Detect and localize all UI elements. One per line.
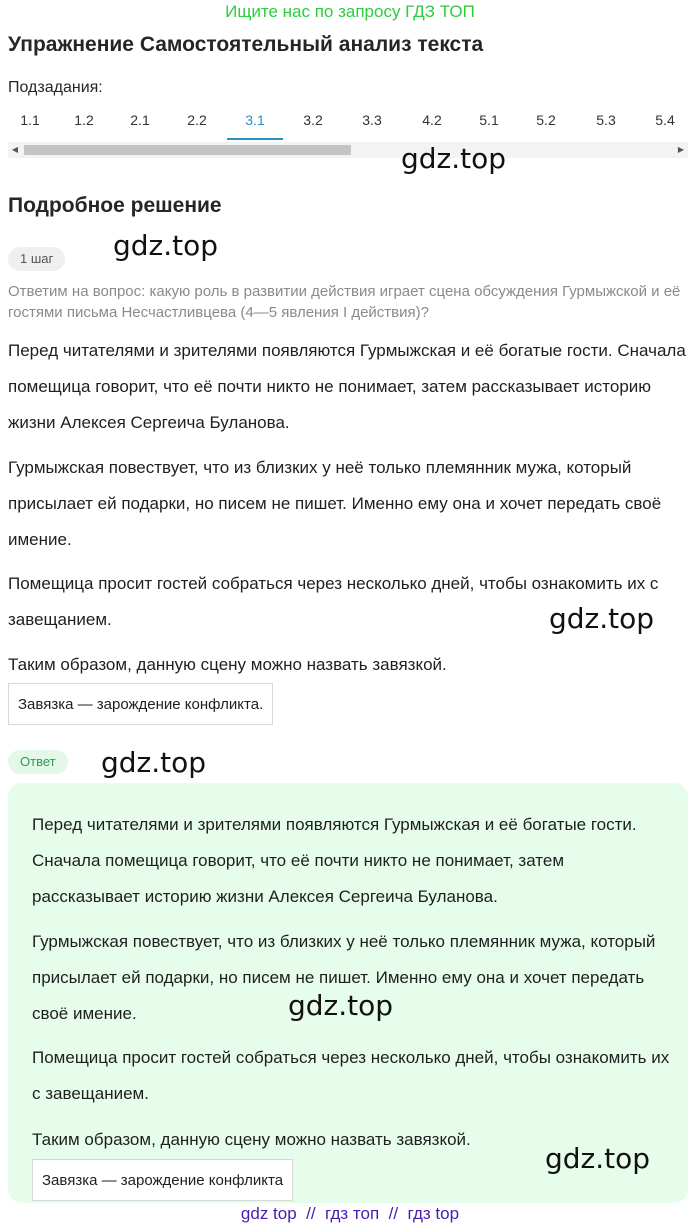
watermark: gdz.top	[288, 989, 394, 1022]
tab-1-1[interactable]: 1.1	[20, 112, 40, 128]
tab-3-2[interactable]: 3.2	[303, 112, 323, 128]
watermark: gdz.top	[549, 602, 655, 635]
tab-2-2[interactable]: 2.2	[187, 112, 207, 128]
answer-paragraph: Таким образом, данную сцену можно назвать завязкой.	[32, 1130, 471, 1149]
footer-separator: //	[306, 1204, 316, 1223]
scroll-thumb[interactable]	[24, 145, 351, 155]
solution-title: Подробное решение	[8, 194, 222, 217]
footer-link-gdz-top-ru[interactable]: гдз топ	[325, 1204, 380, 1223]
tabs-scrollbar[interactable]	[8, 142, 688, 158]
answer-paragraph: Помещица просит гостей собраться через несколько дней, чтобы ознакомить их с завещанием.	[32, 1048, 670, 1103]
answer-conclusion-box: Завязка — зарождение конфликта	[32, 1159, 293, 1201]
footer-link-gdz-top-mixed[interactable]: гдз top	[407, 1204, 460, 1223]
watermark: gdz.top	[101, 746, 207, 779]
watermark: gdz.top	[113, 229, 219, 262]
subtasks-label: Подзадания:	[8, 79, 103, 96]
footer-links	[0, 1204, 700, 1224]
tab-1-2[interactable]: 1.2	[74, 112, 94, 128]
subtask-tabs	[0, 108, 700, 142]
scroll-right-arrow-icon[interactable]: ▶	[677, 145, 685, 154]
tab-2-1[interactable]: 2.1	[130, 112, 150, 128]
tab-3-3[interactable]: 3.3	[362, 112, 382, 128]
solution-paragraph: Гурмыжская повествует, что из близких у неё только племянник мужа, который присылает ей подарки, но писем не пишет. Именно ему она и хочет передать своё имение.	[8, 458, 662, 549]
scroll-left-arrow-icon[interactable]: ◀	[11, 145, 19, 154]
footer-separator: //	[388, 1204, 399, 1223]
solution-paragraph: Таким образом, данную сцену можно назвать завязкой.	[8, 655, 447, 674]
solution-paragraph: Перед читателями и зрителями появляются Гурмыжская и её богатые гости. Сначала помещица говорит, что её почти никто не понимает, затем рассказывает историю жизни Алексея Сергеича Буланова.	[8, 341, 686, 432]
question-text: Ответим на вопрос: какую роль в развитии действия играет сцена обсуждения Гурмыжской и её гостями письма Несчастливцева (4—5 явления I действия)?	[8, 283, 681, 321]
tab-5-3[interactable]: 5.3	[596, 112, 616, 128]
tab-5-2[interactable]: 5.2	[536, 112, 556, 128]
tab-4-2[interactable]: 4.2	[422, 112, 442, 128]
step-badge: 1 шаг	[8, 247, 65, 271]
footer-link-gdz-top[interactable]: gdz top	[240, 1204, 297, 1223]
answer-badge: Ответ	[8, 750, 68, 774]
answer-paragraph: Гурмыжская повествует, что из близких у неё только племянник мужа, который присылает ей подарки, но писем не пишет. Именно ему она и хочет передать своё имение.	[32, 932, 656, 1023]
conclusion-box: Завязка — зарождение конфликта.	[8, 683, 273, 725]
solution-paragraph: Помещица просит гостей собраться через несколько дней, чтобы ознакомить их с завещанием.	[8, 574, 659, 629]
top-banner[interactable]: Ищите нас по запросу ГДЗ ТОП	[225, 2, 475, 21]
tab-3-1[interactable]: 3.1	[227, 108, 283, 140]
watermark: gdz.top	[545, 1142, 651, 1175]
tab-5-4[interactable]: 5.4	[655, 112, 675, 128]
watermark: gdz.top	[401, 142, 507, 175]
answer-paragraph: Перед читателями и зрителями появляются Гурмыжская и её богатые гости. Сначала помещица говорит, что её почти никто не понимает, затем рассказывает историю жизни Алексея Сергеича Буланова.	[32, 815, 637, 906]
tab-5-1[interactable]: 5.1	[479, 112, 499, 128]
page-title: Упражнение Самостоятельный анализ текста	[8, 33, 484, 56]
